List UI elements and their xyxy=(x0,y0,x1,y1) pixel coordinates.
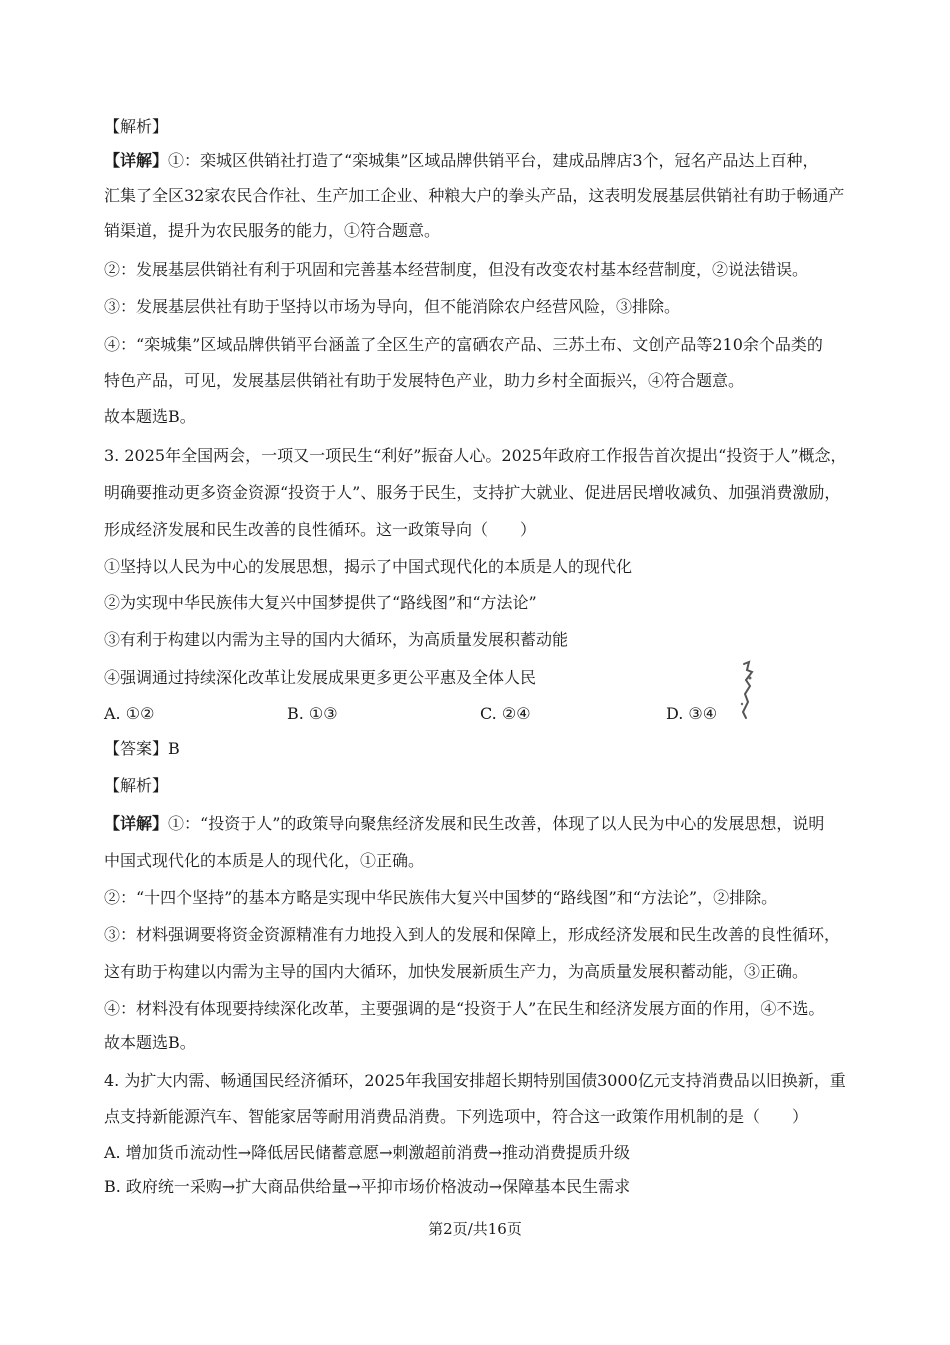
conclusion: 故本题选B。 xyxy=(104,1033,196,1052)
q2-detail-line: ②：发展基层供销社有利于巩固和完善基本经营制度，但没有改变农村基本经营制度，②说法错误。 xyxy=(104,260,809,279)
question-stem: 3. 2025年全国两会，一项又一项民生“利好”振奋人心。2025年政府工作报告首次提出“投资于人”概念， xyxy=(104,446,847,465)
q2-detail-line: 汇集了全区32家农民合作社、生产加工企业、种粮大户的拳头产品，这表明发展基层供销社有助于畅通产 xyxy=(104,186,845,205)
option-b: B. ①③ xyxy=(287,704,338,723)
analysis-label: 【解析】 xyxy=(104,117,169,136)
detail-text: ①：“投资于人”的政策导向聚焦经济发展和民生改善，体现了以人民为中心的发展思想，说明 xyxy=(168,814,825,833)
detail-text: ①：栾城区供销社打造了“栾城集”区域品牌供销平台，建成品牌店3个，冠名产品达上百种， xyxy=(168,151,819,170)
q2-detail-line xyxy=(104,151,864,171)
question-stem: 4. 为扩大内需、畅通国民经济循环，2025年我国安排超长期特别国债3000亿元支持消费品以旧换新，重 xyxy=(104,1071,846,1090)
q2-detail-line: 销渠道，提升为农民服务的能力，①符合题意。 xyxy=(104,221,441,240)
detail-label: 【详解】 xyxy=(104,814,169,833)
q3-detail-line xyxy=(104,814,864,834)
option-a: A. 增加货币流动性→降低居民储蓄意愿→刺激超前消费→推动消费提质升级 xyxy=(104,1143,630,1162)
option-b: B. 政府统一采购→扩大商品供给量→平抑市场价格波动→保障基本民生需求 xyxy=(104,1177,631,1196)
q3-detail-line: ③：材料强调要将资金资源精准有力地投入到人的发展和保障上，形成经济发展和民生改善的良性循环， xyxy=(104,925,841,944)
question-stem: 点支持新能源汽车、智能家居等耐用消费品消费。下列选项中，符合这一政策作用机制的是（ ） xyxy=(104,1107,809,1126)
option-c: C. ②④ xyxy=(480,704,531,723)
question-stem: 形成经济发展和民生改善的良性循环。这一政策导向（ ） xyxy=(104,520,537,539)
analysis-label: 【解析】 xyxy=(104,776,169,795)
option-a: A. ①② xyxy=(104,704,155,723)
scan-smudge xyxy=(738,660,756,722)
question-item: ①坚持以人民为中心的发展思想，揭示了中国式现代化的本质是人的现代化 xyxy=(104,557,633,576)
question-item: ④强调通过持续深化改革让发展成果更多更公平惠及全体人民 xyxy=(104,668,537,687)
question-item: ②为实现中华民族伟大复兴中国梦提供了“路线图”和“方法论” xyxy=(104,593,537,612)
answer: 【答案】B xyxy=(104,739,180,758)
option-d: D. ③④ xyxy=(666,704,718,723)
q2-detail-line: ③：发展基层供社有助于坚持以市场为导向，但不能消除农户经营风险，③排除。 xyxy=(104,297,681,316)
q3-detail-line: 这有助于构建以内需为主导的国内大循环，加快发展新质生产力，为高质量发展积蓄动能，③正确。 xyxy=(104,962,809,981)
q3-detail-line: ②：“十四个坚持”的基本方略是实现中华民族伟大复兴中国梦的“路线图”和“方法论”，②排除。 xyxy=(104,888,778,907)
detail-label: 【详解】 xyxy=(104,151,169,170)
question-stem: 明确要推动更多资金资源“投资于人”、服务于民生，支持扩大就业、促进居民增收减负、加强消费激励， xyxy=(104,483,841,502)
q2-detail-line: 特色产品，可见，发展基层供销社有助于发展特色产业，助力乡村全面振兴，④符合题意。 xyxy=(104,371,745,390)
conclusion: 故本题选B。 xyxy=(104,407,196,426)
question-item: ③有利于构建以内需为主导的国内大循环，为高质量发展积蓄动能 xyxy=(104,630,569,649)
page-footer: 第2页/共16页 xyxy=(428,1220,522,1238)
q2-detail-line: ④：“栾城集”区域品牌供销平台涵盖了全区生产的富硒农产品、三苏土布、文创产品等210余个品类的 xyxy=(104,335,823,354)
q3-detail-line: 中国式现代化的本质是人的现代化，①正确。 xyxy=(104,851,425,870)
q3-detail-line: ④：材料没有体现要持续深化改革，主要强调的是“投资于人”在民生和经济发展方面的作用，④不选。 xyxy=(104,999,825,1018)
